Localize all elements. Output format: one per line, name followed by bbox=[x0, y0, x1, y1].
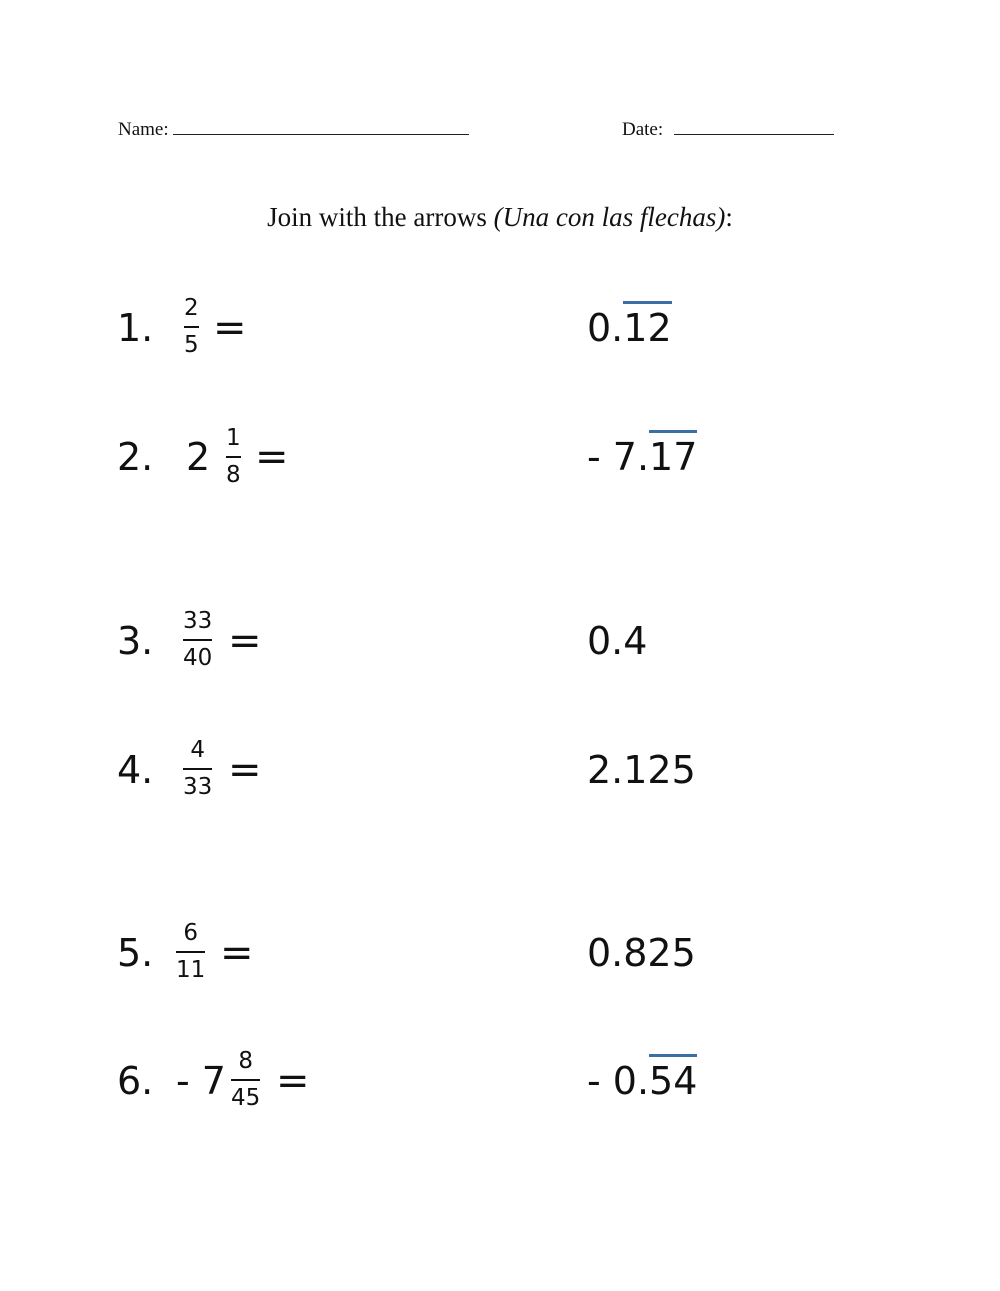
equals-sign: = bbox=[220, 930, 254, 976]
answer-prefix: - 7. bbox=[587, 435, 650, 479]
fraction bbox=[183, 610, 212, 670]
denominator: 11 bbox=[176, 957, 206, 983]
instruction-text: Join with the arrows bbox=[267, 202, 494, 232]
denominator: 40 bbox=[183, 645, 213, 671]
answer-value: 2.125 bbox=[587, 748, 696, 792]
date-field bbox=[622, 119, 834, 141]
denominator: 33 bbox=[183, 774, 213, 800]
answer-value: 0.825 bbox=[587, 931, 696, 975]
numerator: 1 bbox=[226, 425, 241, 451]
numerator: 6 bbox=[183, 920, 198, 946]
equals-sign: = bbox=[213, 305, 247, 351]
fraction bbox=[184, 297, 199, 357]
denominator: 45 bbox=[231, 1085, 261, 1111]
instruction-suffix: : bbox=[725, 202, 733, 232]
equals-sign: = bbox=[228, 747, 262, 793]
answer-prefix: - 0. bbox=[587, 1059, 650, 1103]
problem-number: 5. bbox=[117, 931, 154, 975]
name-label: Name: bbox=[118, 119, 169, 140]
numerator: 4 bbox=[190, 737, 205, 763]
repeating-digits: 54 bbox=[649, 1059, 698, 1103]
instruction-italic: (Una con las flechas) bbox=[493, 202, 726, 232]
answer-prefix: 0. bbox=[587, 306, 624, 350]
whole-number: 2 bbox=[186, 435, 211, 479]
name-blank[interactable] bbox=[173, 134, 469, 135]
fraction bbox=[226, 427, 241, 487]
numerator: 2 bbox=[184, 295, 199, 321]
numerator: 8 bbox=[238, 1048, 253, 1074]
repeating-digits: 17 bbox=[649, 435, 698, 479]
instruction bbox=[0, 202, 1000, 233]
answer-3 bbox=[587, 619, 647, 663]
problem-number: 4. bbox=[117, 748, 154, 792]
fraction bbox=[231, 1050, 260, 1110]
answer-6 bbox=[587, 1059, 697, 1103]
numerator: 33 bbox=[183, 608, 213, 634]
answer-1 bbox=[587, 306, 672, 350]
denominator: 5 bbox=[184, 332, 199, 358]
answer-5 bbox=[587, 931, 696, 975]
date-blank[interactable] bbox=[674, 134, 834, 135]
answer-value: 0.4 bbox=[587, 619, 648, 663]
repeating-digits: 12 bbox=[623, 306, 672, 350]
name-field bbox=[118, 119, 469, 141]
fraction bbox=[183, 739, 212, 799]
problem-number: 6. bbox=[117, 1059, 154, 1103]
denominator: 8 bbox=[226, 462, 241, 488]
fraction bbox=[176, 922, 205, 982]
problem-number: 2. bbox=[117, 435, 154, 479]
equals-sign: = bbox=[255, 434, 289, 480]
whole-number: - 7 bbox=[176, 1059, 226, 1103]
equals-sign: = bbox=[276, 1058, 310, 1104]
problem-number: 1. bbox=[117, 306, 154, 350]
date-label: Date: bbox=[622, 119, 664, 140]
problem-number: 3. bbox=[117, 619, 154, 663]
answer-4 bbox=[587, 748, 696, 792]
equals-sign: = bbox=[228, 618, 262, 664]
answer-2 bbox=[587, 435, 697, 479]
